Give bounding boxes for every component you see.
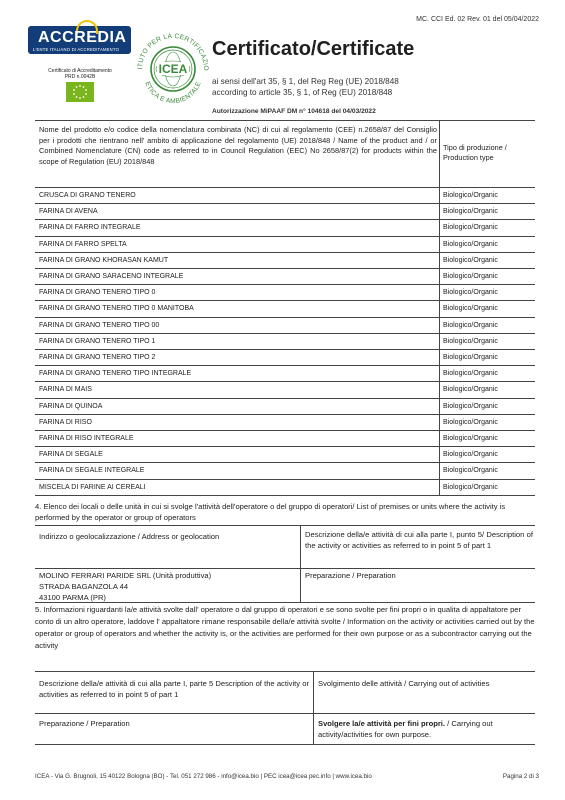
product-name: FARINA DI RISO INTEGRALE xyxy=(39,435,134,442)
premises-address-line2: STRADA BAGANZOLA 44 xyxy=(39,582,129,591)
product-name: FARINA DI FARRO INTEGRALE xyxy=(39,224,141,232)
regulation-reference-en: according to article 35, § 1, of Reg (EU) 2018/848 xyxy=(212,88,393,97)
column-divider xyxy=(439,237,440,253)
footer-contact: ICEA - Via G. Brugnoli, 15 40122 Bologna (BO) - Tel. 051 272 986 - info@icea.bio | PEC icea@icea pec.info | www.icea.bio xyxy=(35,773,372,780)
table-row xyxy=(35,349,535,366)
table-rule xyxy=(35,568,535,569)
column-divider xyxy=(439,204,440,220)
regulation-reference-it: ai sensi dell'art 35, § 1, del Reg Reg (UE) 2018/848 xyxy=(212,77,399,86)
premises-activity: Preparazione / Preparation xyxy=(305,571,396,580)
production-type: Biologico/Organic xyxy=(443,224,498,232)
table-row xyxy=(35,398,535,415)
column-divider xyxy=(439,399,440,415)
table-rule xyxy=(35,525,535,526)
production-type: Biologico/Organic xyxy=(443,321,498,329)
production-type: Biologico/Organic xyxy=(443,354,498,361)
production-type: Biologico/Organic xyxy=(443,483,498,491)
table-row xyxy=(35,284,535,301)
column-divider xyxy=(439,318,440,334)
table-row xyxy=(35,203,535,220)
product-name: FARINA DI SEGALE INTEGRALE xyxy=(39,467,145,475)
certificate-title: Certificato/Certificate xyxy=(212,38,415,60)
column-divider xyxy=(439,121,440,188)
accredia-subtitle: L'ENTE ITALIANO DI ACCREDITAMENTO xyxy=(33,47,120,52)
table-row xyxy=(35,300,535,317)
svg-text:ETICA E AMBIENTALE: ETICA E AMBIENTALE xyxy=(143,80,203,106)
column-divider xyxy=(439,415,440,431)
document-reference: MC. CCI Ed. 02 Rev. 01 del 05/04/2022 xyxy=(416,16,539,23)
svg-text:ISTITUTO PER LA CERTIFICAZIONE: ITUTO PER LA CERTIFICAZIO xyxy=(136,32,210,72)
product-name: FARINA DI QUINOA xyxy=(39,402,103,410)
page-number: Pagina 2 di 3 xyxy=(502,773,539,780)
production-type: Biologico/Organic xyxy=(443,467,498,475)
column-divider xyxy=(313,671,314,745)
column-divider xyxy=(439,382,440,398)
authorization: Autorizzazione MiPAAF DM n° 104618 del 04/03/2022 xyxy=(212,108,376,115)
carrying-out-header: Svolgimento delle attività / Carrying out of activities xyxy=(318,679,490,688)
table-row xyxy=(35,414,535,431)
icea-seal xyxy=(132,28,214,110)
carrying-out-rest: / Carrying out activity/activities for own purpose. xyxy=(318,719,493,739)
production-type: Biologico/Organic xyxy=(443,386,498,394)
premises-address-line1: MOLINO FERRARI PARIDE SRL (Unità produttiva) xyxy=(39,571,212,580)
table-row xyxy=(35,187,535,204)
product-name: FARINA DI RISO xyxy=(39,418,92,426)
table-rule xyxy=(35,602,535,603)
column-divider xyxy=(439,253,440,269)
production-type-column-header: Tipo di produzione / Production type xyxy=(443,143,507,162)
product-name: FARINA DI GRANO SARACENO INTEGRALE xyxy=(39,273,184,280)
activity-description-header: Descrizione della/e attività di cui alla parte I, parte 5 Description of the activity or activities as referred to in point 5 of part 1 xyxy=(39,679,309,699)
table-row xyxy=(35,333,535,350)
column-divider xyxy=(439,463,440,479)
product-name: FARINA DI GRANO KHORASAN KAMUT xyxy=(39,256,169,264)
activity-description: Preparazione / Preparation xyxy=(39,719,130,728)
product-name: FARINA DI GRANO TENERO TIPO INTEGRALE xyxy=(39,370,192,378)
table-row xyxy=(35,479,535,496)
premises-address-line3: 43100 PARMA (PR) xyxy=(39,593,106,602)
production-type: Biologico/Organic xyxy=(443,402,498,410)
product-name: FARINA DI GRANO TENERO TIPO 1 xyxy=(39,337,156,345)
table-row xyxy=(35,365,535,382)
address-column-header: Indirizzo o geolocalizzazione / Address or geolocation xyxy=(39,532,220,541)
production-type: Biologico/Organic xyxy=(443,208,498,216)
column-divider xyxy=(439,431,440,447)
production-type: Biologico/Organic xyxy=(443,451,498,459)
accredia-name: ACCREDIA xyxy=(38,29,127,46)
product-name: FARINA DI GRANO TENERO TIPO 2 xyxy=(39,354,156,361)
column-divider xyxy=(439,480,440,496)
activities-table xyxy=(35,671,535,745)
product-name: CRUSCA DI GRANO TENERO xyxy=(39,192,136,199)
table-row xyxy=(35,219,535,236)
svg-text:ICEA: ICEA xyxy=(158,62,188,76)
eu-organic-leaf-icon xyxy=(66,82,94,102)
column-divider xyxy=(439,269,440,285)
product-name: FARINA DI AVENA xyxy=(39,208,98,216)
product-name: FARINA DI GRANO TENERO TIPO 0 xyxy=(39,289,156,297)
production-type: Biologico/Organic xyxy=(443,305,498,313)
production-type: Biologico/Organic xyxy=(443,192,498,199)
column-divider xyxy=(439,447,440,463)
table-row xyxy=(35,252,535,269)
regulation-reference xyxy=(212,76,399,98)
accreditation-info xyxy=(38,68,122,80)
production-type: Biologico/Organic xyxy=(443,418,498,426)
product-name: FARINA DI GRANO TENERO TIPO 00 xyxy=(39,321,160,329)
table-rule xyxy=(35,713,535,714)
column-divider xyxy=(439,366,440,382)
section-4-heading: 4. Elenco dei locali o delle unità in cui si svolge l'attività dell'operatore o del gruppo di operatori/ List of premises or units where the activity is performed by the operator or group of operators xyxy=(35,502,506,522)
table-row xyxy=(35,446,535,463)
production-type: Biologico/Organic xyxy=(443,273,498,280)
product-column-header: Nome del prodotto e/o codice della nomenclatura combinata (NC) di cui al regolamento (CEE) n.2658/87 del Consiglio per i prodotti che rientrano nell' ambito di applicazione del regolamento (UE) 2018/848 / Name of the product and / or Combined Nomenclature (CN) code as referred to in Council Regulation (EEC) No 2658/87(2) for products within the scope of Regulation (EU) 2018/848 xyxy=(39,125,437,166)
table-row xyxy=(35,236,535,253)
production-type: Biologico/Organic xyxy=(443,240,498,248)
table-rule xyxy=(35,744,535,745)
table-rule xyxy=(35,495,535,496)
column-divider xyxy=(439,188,440,204)
production-type: Biologico/Organic xyxy=(443,289,498,297)
table-row xyxy=(35,462,535,479)
column-divider xyxy=(439,301,440,317)
column-divider xyxy=(439,350,440,366)
accreditation-cert: Certificato di Accreditamento xyxy=(48,68,112,74)
production-type: Biologico/Organic xyxy=(443,256,498,264)
product-name: FARINA DI MAIS xyxy=(39,386,92,394)
product-table-header xyxy=(35,120,535,188)
section-5-heading: 5. Informazioni riguardanti la/e attività svolte dall' operatore o dal gruppo di operatori e se sono svolte per fini propri o in qualita di appaltatore per conto di un altro operatore, laddove l' appaltatore rimane responsabile della/e attività svolte / Information on the activity or activities carried out by the operator or group of operators and whether the activity is, or the activities are performed for their own purpose or as a subcontractor carrying out the activity xyxy=(35,605,535,650)
column-divider xyxy=(439,285,440,301)
table-row xyxy=(35,381,535,398)
activity-column-header: Descrizione della/e attività di cui alla parte I, punto 5/ Description of the activity or activities as referred to in point 5 of part 1 xyxy=(305,530,533,550)
production-type: Biologico/Organic xyxy=(443,435,498,442)
carrying-out-bold: Svolgere la/e attività per fini propri. xyxy=(318,719,446,728)
column-divider xyxy=(300,525,301,603)
production-type: Biologico/Organic xyxy=(443,337,498,345)
production-type: Biologico/Organic xyxy=(443,370,498,378)
column-divider xyxy=(439,220,440,236)
table-row xyxy=(35,268,535,285)
table-rule xyxy=(35,671,535,672)
product-name: MISCELA DI FARINE AI CEREALI xyxy=(39,483,146,491)
product-name: FARINA DI FARRO SPELTA xyxy=(39,240,127,248)
table-row xyxy=(35,317,535,334)
column-divider xyxy=(439,334,440,350)
product-name: FARINA DI GRANO TENERO TIPO 0 MANITOBA xyxy=(39,305,194,313)
product-name: FARINA DI SEGALE xyxy=(39,451,103,459)
table-row xyxy=(35,430,535,447)
premises-table xyxy=(35,525,535,603)
carrying-out-value xyxy=(318,718,533,740)
accreditation-number: PRD n.0042B xyxy=(64,74,96,80)
accredia-logo xyxy=(28,26,131,54)
